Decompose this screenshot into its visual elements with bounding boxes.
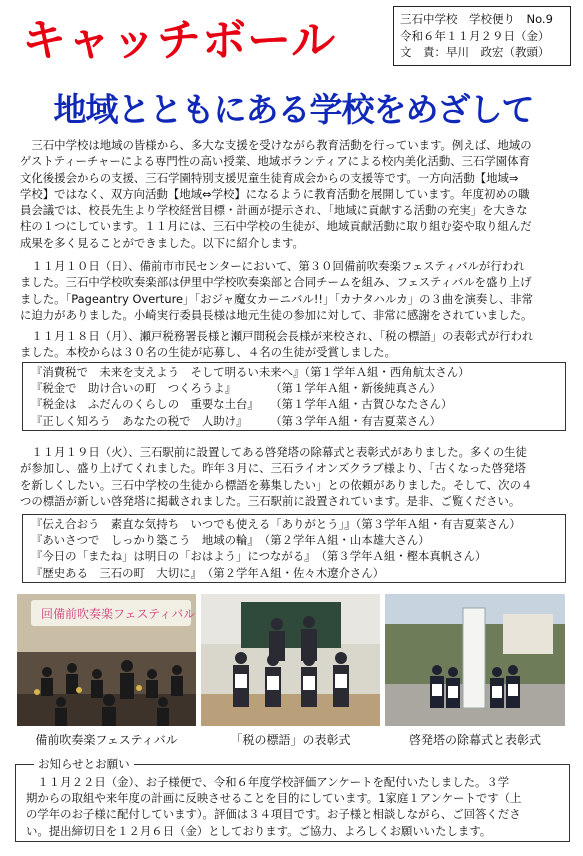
slogan-line: 『今日の「またね」は明日の「おはよう」につながる』 （第３学年Ａ組・樫本真帆さん）: [31, 549, 487, 564]
issue-date: 令和６年１１月２９日（金）: [400, 28, 550, 43]
intro-paragraph: [20, 137, 566, 251]
newsletter-title: キャッチボール: [22, 15, 337, 66]
text-line: 成果を多く見ることができました。以下に紹介します。: [20, 235, 304, 250]
photo-brass-festival: [17, 594, 196, 726]
slogan-line: 『伝え合おう 素直な気持ち いつでも使える「ありがとう」』（第３学年Ａ組・有吉夏菜さん）: [31, 517, 521, 531]
festival-banner-text: 回備前吹奏楽フェスティバル: [41, 607, 196, 621]
headline-banner: 地域とともにある学校をめざして: [53, 90, 534, 129]
text-line: ました。「Pageantry Overture」「おジャ魔女カーニバル!!」「カナタハルカ」の３曲を演奏し、非常: [20, 291, 533, 306]
photo-sign-unveiling: [385, 594, 565, 726]
text-line: １１月２２日（金）、お子様便で、令和６年度学校評価アンケートを配付いたしました。３学: [26, 775, 510, 789]
text-line: １１月１８日（月）、瀬戸税務署長様と瀬戸間税会長様が来校され、「税の標語」の表彰式が行われ: [20, 329, 534, 343]
text-line: が参加し、盛り上げてくれました。昨年３月に、三石ライオンズクラブ様より、「古くなった啓発塔: [20, 461, 526, 476]
sign-paragraph: [20, 444, 566, 509]
text-line: い。提出締切日を１２月６日（金）としております。ご協力、よろしくお願いいたします。: [26, 823, 492, 838]
text-line: 員会議では、校長先生より学校経営目標・計画が提示され、「地域に貢献する活動の充実」を大きな: [20, 203, 528, 218]
text-line: 柱の１つにしています。１１月には、三石中学校の生徒が、地域貢献活動に取り組む姿や取り組んだ: [20, 219, 532, 234]
text-line: 三石中学校は地域の皆様から、多大な支援を受けながら教育活動を行っています。例えば、地域の: [20, 138, 532, 152]
issue-info-box: [393, 6, 571, 66]
text-line: を新しくしたい。三石中学校の生徒から標語を募集したい」との依頼がありました。そして、次の４: [20, 477, 533, 492]
text-line: つの標語が新しい啓発塔に掲載されました。三石駅前に設置されています。是非、ご覧ください。: [20, 493, 521, 508]
notice-box: [15, 757, 570, 842]
notice-paragraph: [26, 774, 562, 839]
caption-brass-festival: 備前吹奏楽フェスティバル: [35, 733, 178, 747]
photo-tax-slogan-ceremony: [201, 594, 380, 726]
text-line: １１月１０日（日）、備前市市民センターにおいて、第３０回備前吹奏楽フェスティバルが行われ: [20, 259, 525, 273]
sign-slogan-box: [22, 514, 566, 583]
tax-slogan-box: [22, 362, 566, 431]
text-line: ゲストティーチャーによる専門性の高い授業、地域ボランティアによる校内美化活動、三石学園体育: [20, 154, 530, 169]
notice-title: お知らせとお願い: [34, 756, 134, 772]
text-line: ました。本校からは３０名の生徒が応募し、４名の生徒が受賞しました。: [20, 345, 396, 360]
text-line: に迫力がありました。小崎実行委員長様は地元生徒の参加に対して、非常に感謝をされていました。: [20, 307, 533, 322]
text-line: ました。三石中学校吹奏楽部は伊里中学校吹奏楽部と合同チームを組み、フェスティバルを盛り上げ: [20, 275, 532, 290]
festival-paragraph: [20, 258, 566, 323]
caption-sign-unveiling: 啓発塔の除幕式と表彰式: [408, 733, 541, 747]
issue-school: 三石中学校 学校便り No.9: [400, 12, 553, 26]
text-line: の学年のお子様に配付しています）。評価は３４項目です。お子様と相談しながら、ご回答くださ: [26, 807, 521, 822]
slogan-line: 『あいさつで しっかり築こう 地域の輪』 （第２学年Ａ組・山本雄大さん）: [31, 533, 430, 548]
slogan-line: 『歴史ある 三石の町 大切に』 （第２学年Ａ組・佐々木遼介さん）: [31, 565, 385, 580]
issue-author: 文 責：早川 政宏（教頭）: [400, 45, 550, 59]
text-line: 文化後援会からの支援、三石学園特別支援児童生徒育成会からの支援等です。一方向活動【地域⇒: [20, 170, 519, 185]
text-line: 期からの取組や来年度の計画に反映させることを目的にしています。1家庭１アンケートです（上: [26, 791, 522, 806]
text-line: １１月１９日（火）、三石駅前に設置してある啓発塔の除幕式と表彰式がありました。多くの生徒: [20, 445, 527, 459]
caption-tax-slogan-ceremony: 「税の標語」の表彰式: [230, 733, 351, 747]
text-line: 学校】ではなく、双方向活動【地域⇔学校】になるように教育活動を展開しています。年度初めの職: [20, 186, 530, 201]
slogan-line: 『税金で 助け合いの町 つくろうよ』 （第１学年Ａ組・新後純真さん）: [31, 381, 442, 396]
tax-paragraph: [20, 328, 566, 361]
slogan-line: 『消費税で 未来を支えよう そして明るい未来へ』（第１学年Ａ組・西角航太さん）: [31, 365, 470, 379]
slogan-line: 『正しく知ろう あなたの税で 人助け』 （第３学年Ａ組・有吉夏菜さん）: [31, 413, 442, 428]
slogan-line: 『税金は ふだんのくらしの 重要な土台』 （第１学年Ａ組・古賀ひなたさん）: [31, 397, 453, 412]
